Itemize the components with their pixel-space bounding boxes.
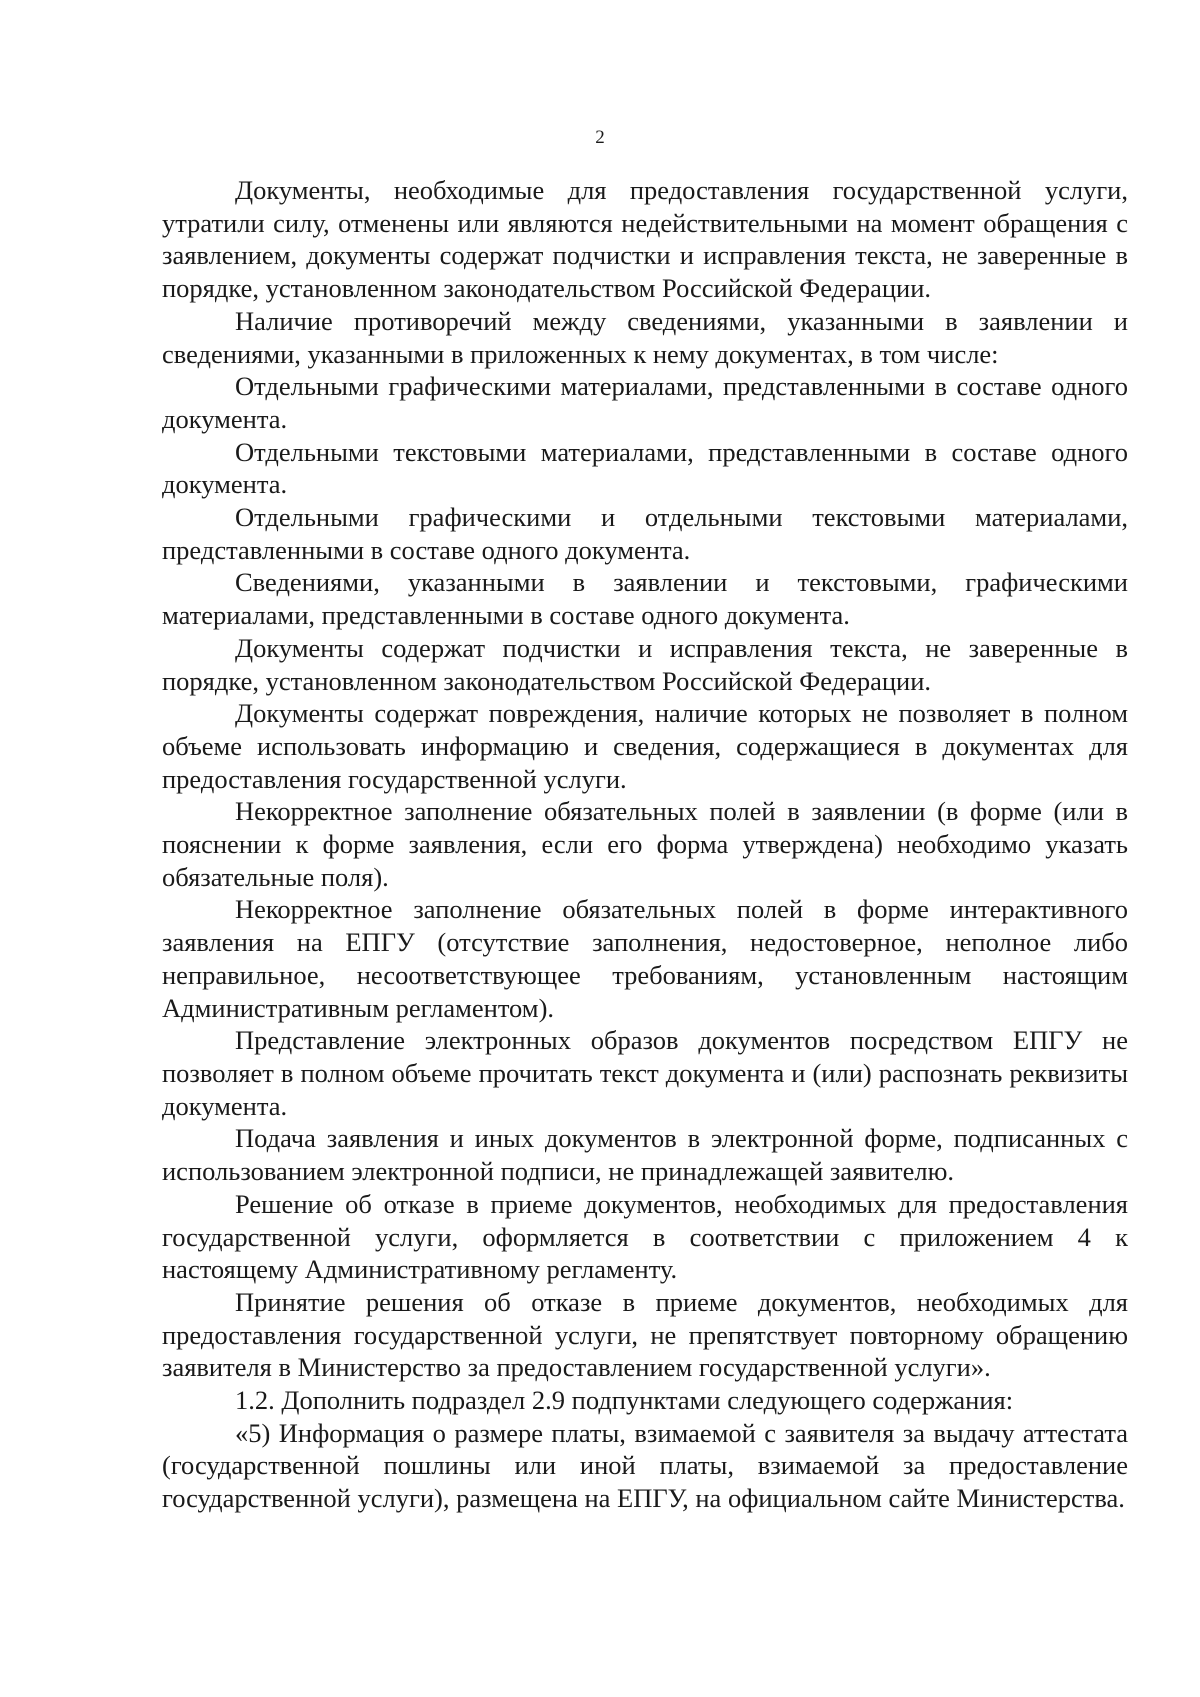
paragraph-graphic-and-text-materials: Отдельными графическими и отдельными текстовыми материалами, представленными в составе одного документа. [162,502,1128,565]
paragraph-graphic-materials: Отдельными графическими материалами, представленными в составе одного документа. [162,371,1128,434]
paragraph-text-materials: Отдельными текстовыми материалами, представленными в составе одного документа. [162,436,1128,500]
paragraph-damages: Документы содержат повреждения, наличие которых не позволяет в полном объеме использовать информацию и сведения, содержащиеся в документах для предоставления государственной услуги. [162,698,1128,794]
paragraph-fee-information: «5) Информация о размере платы, взимаемой с заявителя за выдачу аттестата (государственной пошлины или иной платы, взимаемой за предоставление государственной услуги), размещена на ЕПГУ, на официальном сайте Министерства. [162,1417,1128,1514]
paragraph-application-info: Сведениями, указанными в заявлении и текстовыми, графическими материалами, представленными в составе одного документа. [162,567,1128,631]
page-number: 2 [595,127,605,148]
paragraph-electronic-signature: Подача заявления и иных документов в электронной форме, подписанных с использованием электронной подписи, не принадлежащей заявителю. [162,1123,1128,1187]
paragraph-incorrect-interactive-form: Некорректное заполнение обязательных полей в форме интерактивного заявления на ЕПГУ (отсутствие заполнения, недостоверное, неполное либо неправильное, несоответствующее требованиям, установленным настоящим Административным регламентом). [162,894,1128,1023]
paragraph-invalid-documents: Документы, необходимые для предоставления государственной услуги, утратили силу, отменены или являются недействительными на момент обращения с заявлением, документы содержат подчистки и исправления текста, не заверенные в порядке, установленном законодательством Российской Федерации. [162,175,1128,304]
paragraph-incorrect-fields: Некорректное заполнение обязательных полей в заявлении (в форме (или в пояснении к форме заявления, если его форма утверждена) необходимо указать обязательные поля). [162,796,1128,892]
paragraph-contradictions: Наличие противоречий между сведениями, указанными в заявлении и сведениями, указанными в приложенных к нему документах, в том числе: [162,305,1128,369]
paragraph-reapplication: Принятие решения об отказе в приеме документов, необходимых для предоставления государственной услуги, не препятствует повторному обращению заявителя в Министерство за предоставлением государственной услуги». [162,1286,1128,1383]
paragraph-electronic-images: Представление электронных образов документов посредством ЕПГУ не позволяет в полном объеме прочитать текст документа и (или) распознать реквизиты документа. [162,1025,1128,1121]
paragraph-amend-subsection: 1.2. Дополнить подраздел 2.9 подпунктами следующего содержания: [235,1385,1014,1416]
paragraph-refusal-decision: Решение об отказе в приеме документов, необходимых для предоставления государственной услуги, оформляется в соответствии с приложением 4 к настоящему Административному регламенту. [162,1188,1128,1285]
document-body [162,174,1128,1515]
paragraph-erasures: Документы содержат подчистки и исправления текста, не заверенные в порядке, установленном законодательством Российской Федерации. [162,632,1128,696]
